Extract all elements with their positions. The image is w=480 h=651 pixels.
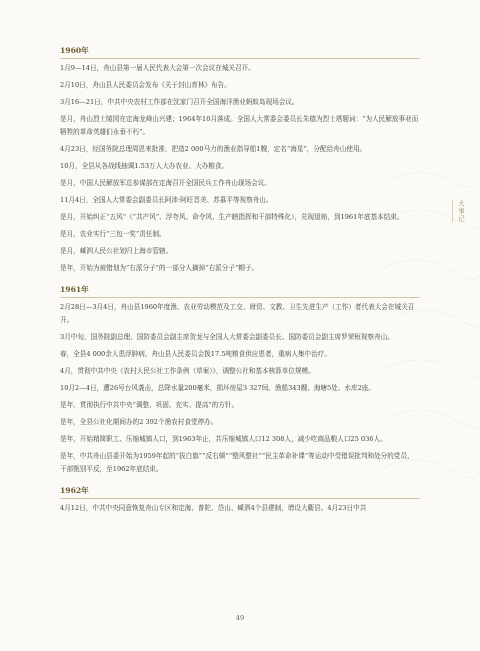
entry-1960-9: 是月，开始纠正“五风”（“共产风”、浮夸风、命令风、生产瞎指挥和干部特殊化），兑现退赔，到1961年底基本结束。 <box>60 213 404 221</box>
entry-1962-1: 4月12日，中共中央同意恢复舟山专区和定海、普陀、岱山、嵊泗4个县建制，增设大衢县。4月23日中共 <box>60 504 367 512</box>
entry-1960-8: 11月4日，全国人大常委会副委员长阿沛·阿旺晋美、苏慕平等视察舟山。 <box>60 196 273 204</box>
side-chapter-label: 大事记 <box>457 200 465 223</box>
entry-1960-12: 是年，开始为被错划为“右派分子”的一部分人摘掉“右派分子”帽子。 <box>60 264 259 272</box>
entry-1961-9: 是年，中共舟山县委开始为1959年起的“拔白旗”“反右倾”“整风整社”“民主革命补课”等运动中受错误批判和处分的党员、干部甄别平反，至1962年底结束。 <box>60 452 414 474</box>
side-chapter-marker <box>452 200 473 222</box>
entry-1960-11: 是月，嵊泗人民公社划归上海市管辖。 <box>60 247 173 255</box>
entry-1961-7: 是年，全县公社化期间办的2 392个渔农村食堂停办。 <box>60 418 218 426</box>
entry-1960-6: 10月，全县从各战线抽调1.53万人大办农业、大办粮食。 <box>60 162 229 170</box>
entry-1961-1: 2月28日—3月4日，舟山县1960年度渔、农业劳动模范及工交、财贸、文教、卫生先进生产（工作）者代表大会在城关召开。 <box>60 303 415 325</box>
entry-1961-5: 10月2—4日，遭26号台风袭击，总降水量200毫米，损坏房屋3 327间、渔船343艘、海塘5处、水库2座。 <box>60 384 375 392</box>
entry-1960-4: 是月，舟山烈士陵园在定海龙峰山兴建；1964年10月落成。全国人大常委会委员长朱德为烈士塔题词：“为人民解放事业而牺牲的革命英雄们永垂不朽”。 <box>60 115 419 137</box>
section-heading-1962: 1962年 <box>60 486 420 499</box>
entry-1961-4: 4月，贯彻中共中央《农村人民公社工作条例（草案）》，调整公社和基本核算单位规模。 <box>60 367 315 375</box>
entry-1961-8: 是年，开始精简职工、压缩城镇人口，到1963年止，共压缩城镇人口12 308人，减少吃商品粮人口25 036人。 <box>60 435 387 443</box>
entry-1960-10: 是月，农业实行“三包一奖”责任制。 <box>60 230 166 238</box>
entry-1960-2: 2月10日，舟山县人民委员会发布《关于封山育林》布告。 <box>60 81 231 89</box>
entry-1961-2: 3月中旬，国务院副总理、国防委员会副主席贺龙与全国人大常委会副委员长、国防委员会副主席罗荣桓视察舟山。 <box>60 333 394 341</box>
page-number: 49 <box>235 614 245 622</box>
entry-1960-1: 1月9—14日，舟山县第一届人民代表大会第一次会议在城关召开。 <box>60 64 255 72</box>
entry-1961-3: 春，全县4 000余人患浮肿病，舟山县人民委员会拨17.5吨粮食供应患者，重病人集中治疗。 <box>60 350 331 358</box>
entry-1960-7: 是月，中国人民解放军总参谋部在定海召开全国民兵工作舟山现场会议。 <box>60 179 271 187</box>
entry-1961-6: 是年，贯彻执行中共中央“调整、巩固、充实、提高”的方针。 <box>60 401 239 409</box>
section-heading-1960: 1960年 <box>60 46 420 59</box>
entry-1960-3: 3月16—21日，中共中央农村工作部在沈家门召开全国海洋渔业蚂蚁岛现场会议。 <box>60 98 299 106</box>
entry-1960-5: 4月23日，经国务院总理周恩来批准，把造2 000马力的渔业指导船1艘，定名“海星”，分配给舟山使用。 <box>60 145 367 153</box>
section-heading-1961: 1961年 <box>60 285 420 298</box>
